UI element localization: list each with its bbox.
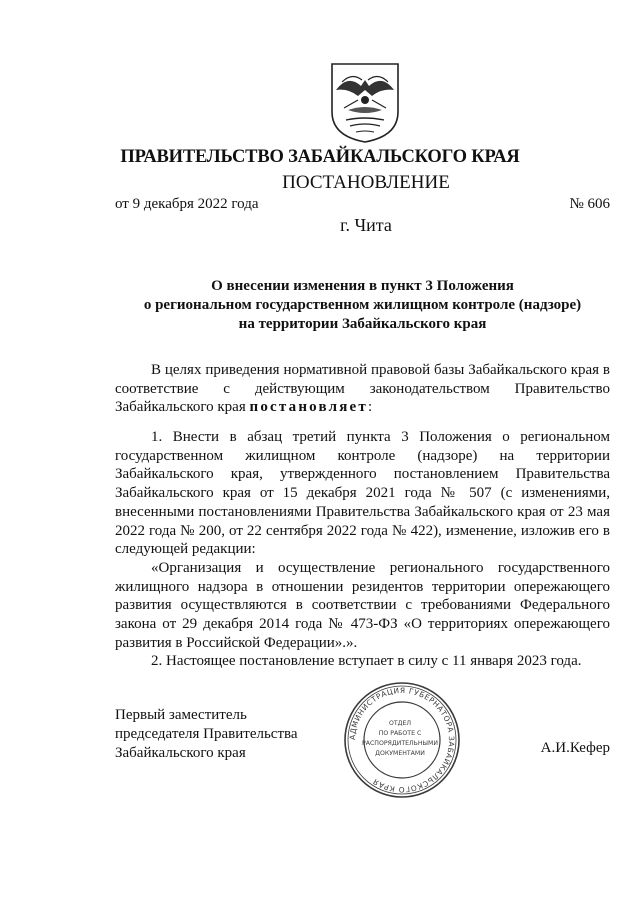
item-1-paragraph: 1. Внести в абзац третий пункта 3 Положения о региональном государственном жилищном контроле (надзоре) на территории Забайкальского края, утвержденного постановлением Правительства Забайкальского края от 15 декабря 2021 года № 507 (с изменениями, внесенными постановлениями Правительства Забайкальского края от 23 мая 2022 года № 200, от 22 сентября 2022 года № 422), изменение, изложив его в следующей редакции: [115, 429, 610, 558]
decree-items [115, 428, 610, 671]
document-date: от 9 декабря 2022 года [115, 196, 259, 212]
round-stamp [342, 680, 462, 800]
coat-of-arms-emblem [328, 60, 402, 144]
position-line-3: Забайкальского края [115, 745, 246, 761]
preamble-paragraph [115, 361, 610, 417]
government-title: ПРАВИТЕЛЬСТВО ЗАБАЙКАЛЬСКОГО КРАЯ [120, 147, 520, 167]
svg-text:ДОКУМЕНТАМИ: ДОКУМЕНТАМИ [375, 750, 425, 757]
subject-line-3: на территории Забайкальского края [238, 316, 487, 332]
svg-text:ОТДЕЛ: ОТДЕЛ [388, 720, 412, 727]
decree-word: постановляет [249, 399, 368, 416]
signatory-name: А.И.Кефер [540, 740, 610, 756]
subject-line-2: о региональном государственном жилищном контроле (надзоре) [143, 297, 582, 313]
position-line-1: Первый заместитель [115, 707, 247, 723]
svg-text:АДМИНИСТРАЦИЯ ГУБЕРНАТОРА ЗАБА: АДМИНИСТРАЦИЯ ГУБЕРНАТОРА ЗАБАЙКАЛЬСКОГО КРАЯ [347, 685, 457, 795]
document-type: ПОСТАНОВЛЕНИЕ [282, 172, 450, 193]
document-number: № 606 [569, 196, 610, 212]
item-2-paragraph: 2. Настоящее постановление вступает в силу с 11 января 2023 года. [151, 653, 582, 670]
document-subject [115, 277, 610, 334]
preamble-text: В целях приведения нормативной правовой базы Забайкальского края в соответствие с действующим законодательством Правительство Забайкальского края [115, 362, 610, 416]
signatory-position [115, 706, 298, 763]
position-line-2: председателя Правительства [115, 726, 298, 742]
subject-line-1: О внесении изменения в пункт 3 Положения [211, 278, 514, 294]
document-city: г. Чита [340, 215, 392, 235]
svg-text:РАСПОРЯДИТЕЛЬНЫМИ: РАСПОРЯДИТЕЛЬНЫМИ [362, 740, 438, 747]
svg-text:ПО РАБОТЕ С: ПО РАБОТЕ С [378, 730, 422, 737]
quote-paragraph: «Организация и осуществление регионального государственного жилищного надзора в отношении резидентов территории опережающего развития осуществляются в соответствии с требованиями Федерального закона от 29 декабря 2014 года № 473-ФЗ «О территориях опережающего развития в Российской Федерации».». [115, 559, 610, 651]
preamble-colon: : [367, 399, 373, 416]
